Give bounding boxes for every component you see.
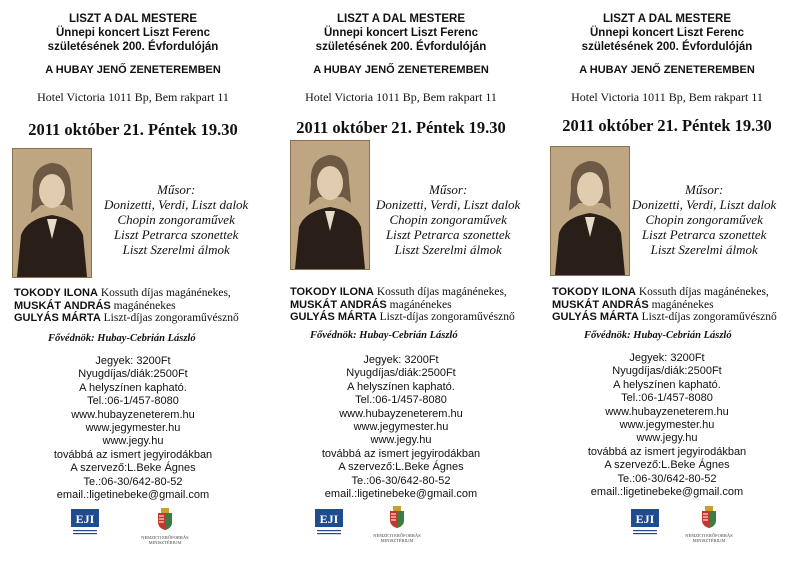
program-heading: Műsor: xyxy=(685,182,724,197)
ministry-name-line2: MINISZTÉRIUM xyxy=(148,540,182,545)
info-line: www.jegy.hu xyxy=(636,432,698,445)
ministry-logo xyxy=(140,508,190,548)
info-line: www.jegy.hu xyxy=(370,434,432,447)
ministry-name-line2: MINISZTÉRIUM xyxy=(692,538,726,543)
ministry-logo xyxy=(372,506,422,546)
hungarian-crest-icon xyxy=(157,508,173,530)
info-line: www.jegy.hu xyxy=(102,435,164,448)
program-item: Liszt Szerelmi álmok xyxy=(394,242,502,257)
program-section xyxy=(632,182,776,257)
flyer-subtitle: Ünnepi koncert Liszt Ferenc xyxy=(323,27,478,39)
patron-line: Fővédnök: Hubay-Cebrián László xyxy=(48,333,196,344)
performers-list xyxy=(552,286,777,324)
performer xyxy=(14,300,239,313)
performer-role: magánénekes xyxy=(651,298,714,311)
venue-name: A HUBAY JENŐ ZENETEREMBEN xyxy=(579,64,755,76)
liszt-portrait xyxy=(290,140,370,270)
performer xyxy=(14,312,239,325)
liszt-portrait xyxy=(12,148,92,278)
info-line: Jegyek: 3200Ft xyxy=(629,352,705,364)
program-item: Donizetti, Verdi, Liszt dalok xyxy=(632,197,777,212)
flyer-title: LISZT A DAL MESTERE xyxy=(69,13,197,25)
info-line: www.hubayzeneterem.hu xyxy=(71,408,195,421)
eji-letters: EJI xyxy=(635,512,655,526)
info-line: email.:ligetinebeke@gmail.com xyxy=(56,489,210,502)
info-line: Te.:06-30/642-80-52 xyxy=(617,472,717,485)
flyer-occasion: születésének 200. Évfordulóján xyxy=(315,41,487,53)
program-item: Donizetti, Verdi, Liszt dalok xyxy=(104,197,249,212)
performers-list xyxy=(290,286,515,324)
performer xyxy=(552,311,777,324)
performer-name: TOKODY ILONA xyxy=(14,287,98,299)
eji-letters: EJI xyxy=(75,512,95,526)
ministry-name-line1: NEMZETI ERŐFORRÁS xyxy=(373,533,421,538)
venue-address: Hotel Victoria 1011 Bp, Bem rakpart 11 xyxy=(37,90,229,104)
performer-role: Kossuth díjas magánénekes, xyxy=(100,287,231,299)
flyer-occasion: születésének 200. Évfordulóján xyxy=(581,41,753,53)
venue-address: Hotel Victoria 1011 Bp, Bem rakpart 11 xyxy=(571,90,763,104)
hungarian-crest-icon xyxy=(389,506,405,528)
info-line: A helyszínen kapható. xyxy=(613,378,721,391)
concert-flyer xyxy=(0,0,266,563)
info-line: továbbá az ismert jegyirodákban xyxy=(53,448,213,461)
performer-name: GULYÁS MÁRTA xyxy=(14,312,101,324)
program-heading: Műsor: xyxy=(429,182,468,197)
concert-flyer xyxy=(268,0,534,563)
info-line: www.hubayzeneterem.hu xyxy=(339,407,463,420)
event-date: 2011 október 21. Péntek 19.30 xyxy=(562,116,772,135)
performer-role: Liszt-díjas zongoraművésznő xyxy=(379,311,515,323)
info-line: Nyugdíjas/diák:2500Ft xyxy=(78,368,188,381)
performer xyxy=(14,287,239,300)
program-item: Donizetti, Verdi, Liszt dalok xyxy=(376,197,521,212)
program-item: Chopin zongoraművek xyxy=(389,212,507,227)
eji-logo xyxy=(314,508,344,536)
info-line: Tel.:06-1/457-8080 xyxy=(621,392,713,405)
program-heading: Műsor: xyxy=(157,182,196,197)
info-line: Te.:06-30/642-80-52 xyxy=(83,475,183,488)
info-line: email.:ligetinebeke@gmail.com xyxy=(324,488,478,501)
ticket-info xyxy=(0,355,266,502)
flyer-subtitle: Ünnepi koncert Liszt Ferenc xyxy=(55,27,210,39)
performer-role: magánénekes xyxy=(389,298,452,311)
performer xyxy=(552,299,777,312)
performer-role: Kossuth díjas magánénekes, xyxy=(376,286,507,298)
program-item: Chopin zongoraművek xyxy=(117,212,235,227)
info-line: A szervező:L.Beke Ágnes xyxy=(338,461,464,474)
info-line: továbbá az ismert jegyirodákban xyxy=(587,445,747,458)
info-line: www.jegymester.hu xyxy=(619,419,715,432)
patron-line: Fővédnök: Hubay-Cebrián László xyxy=(584,330,732,341)
performer xyxy=(290,286,515,299)
performers-list xyxy=(14,287,239,325)
info-line: email.:ligetinebeke@gmail.com xyxy=(590,486,744,499)
performer-name: GULYÁS MÁRTA xyxy=(290,311,377,323)
venue-name: A HUBAY JENŐ ZENETEREMBEN xyxy=(313,64,489,76)
liszt-portrait xyxy=(550,146,630,276)
performer-name: MUSKÁT ANDRÁS xyxy=(552,298,649,311)
info-line: továbbá az ismert jegyirodákban xyxy=(321,447,481,460)
ministry-name-line1: NEMZETI ERŐFORRÁS xyxy=(685,533,733,538)
program-section xyxy=(104,182,248,257)
info-line: www.hubayzeneterem.hu xyxy=(605,405,729,418)
venue-address: Hotel Victoria 1011 Bp, Bem rakpart 11 xyxy=(305,90,497,104)
info-line: Nyugdíjas/diák:2500Ft xyxy=(612,365,722,378)
hungarian-crest-icon xyxy=(701,506,717,528)
eji-logo xyxy=(70,508,100,536)
flyer-occasion: születésének 200. Évfordulóján xyxy=(47,41,219,53)
info-line: www.jegymester.hu xyxy=(85,422,181,435)
ticket-info xyxy=(534,352,800,499)
performer-name: TOKODY ILONA xyxy=(290,286,374,298)
info-line: Tel.:06-1/457-8080 xyxy=(355,394,447,407)
event-date: 2011 október 21. Péntek 19.30 xyxy=(28,120,238,139)
performer-role: Liszt-díjas zongoraművésznő xyxy=(641,311,777,323)
ministry-name-line2: MINISZTÉRIUM xyxy=(380,538,414,543)
ticket-info xyxy=(268,354,534,501)
program-item: Liszt Petrarca szonettek xyxy=(641,227,767,242)
eji-letters: EJI xyxy=(319,512,339,526)
program-section xyxy=(376,182,520,257)
info-line: A helyszínen kapható. xyxy=(347,380,455,393)
performer-name: TOKODY ILONA xyxy=(552,286,636,298)
performer-role: Kossuth díjas magánénekes, xyxy=(638,286,769,298)
info-line: www.jegymester.hu xyxy=(353,421,449,434)
eji-logo xyxy=(630,508,660,536)
performer xyxy=(290,299,515,312)
event-date: 2011 október 21. Péntek 19.30 xyxy=(296,118,506,137)
performer-name: MUSKÁT ANDRÁS xyxy=(14,299,111,312)
flyer-subtitle: Ünnepi koncert Liszt Ferenc xyxy=(589,27,744,39)
info-line: Jegyek: 3200Ft xyxy=(95,355,171,367)
info-line: Tel.:06-1/457-8080 xyxy=(87,395,179,408)
program-item: Liszt Petrarca szonettek xyxy=(113,227,239,242)
performer-role: magánénekes xyxy=(113,299,176,312)
info-line: A szervező:L.Beke Ágnes xyxy=(70,462,196,475)
venue-name: A HUBAY JENŐ ZENETEREMBEN xyxy=(45,64,221,76)
info-line: Nyugdíjas/diák:2500Ft xyxy=(346,367,456,380)
program-item: Liszt Szerelmi álmok xyxy=(122,242,230,257)
patron-line: Fővédnök: Hubay-Cebrián László xyxy=(310,330,458,341)
info-line: A szervező:L.Beke Ágnes xyxy=(604,459,730,472)
flyer-title: LISZT A DAL MESTERE xyxy=(337,13,465,25)
flyer-title: LISZT A DAL MESTERE xyxy=(603,13,731,25)
ministry-name-line1: NEMZETI ERŐFORRÁS xyxy=(141,535,189,540)
ministry-logo xyxy=(684,506,734,546)
program-item: Liszt Petrarca szonettek xyxy=(385,227,511,242)
info-line: A helyszínen kapható. xyxy=(79,381,187,394)
performer-role: Liszt-díjas zongoraművésznő xyxy=(103,312,239,324)
performer xyxy=(552,286,777,299)
program-item: Liszt Szerelmi álmok xyxy=(650,242,758,257)
concert-flyer xyxy=(534,0,800,563)
performer-name: GULYÁS MÁRTA xyxy=(552,311,639,323)
performer xyxy=(290,311,515,324)
performer-name: MUSKÁT ANDRÁS xyxy=(290,298,387,311)
info-line: Te.:06-30/642-80-52 xyxy=(351,474,451,487)
info-line: Jegyek: 3200Ft xyxy=(363,354,439,366)
program-item: Chopin zongoraművek xyxy=(645,212,763,227)
